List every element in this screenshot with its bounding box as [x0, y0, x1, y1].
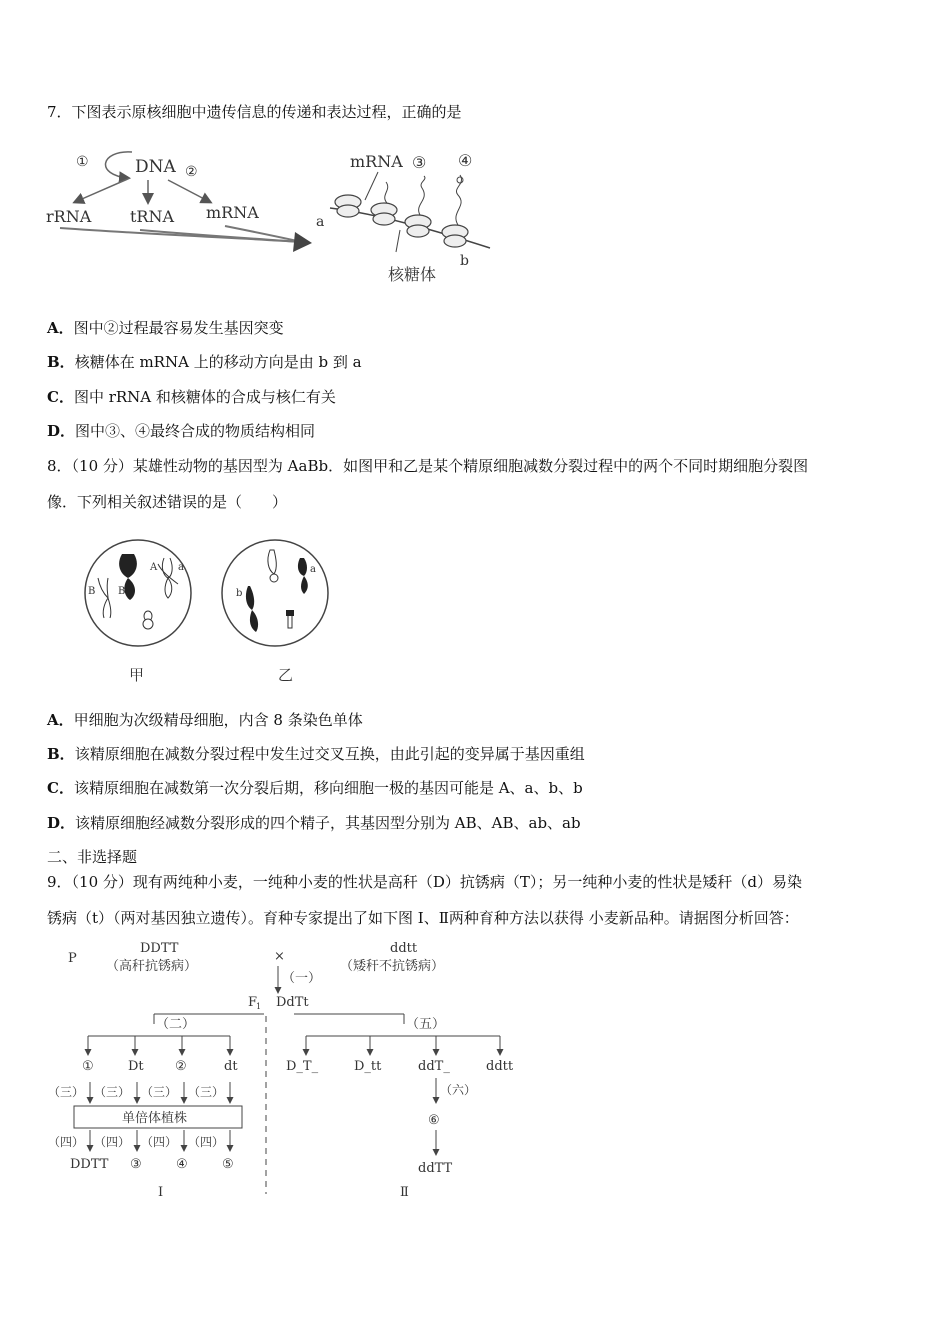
q7-option-a: A．图中②过程最容易发生基因突变: [47, 319, 284, 337]
q8-option-c: C．该精原细胞在减数第一次分裂后期，移向细胞一极的基因可能是 A、a、b、b: [47, 779, 583, 797]
q7-figure: [40, 140, 510, 295]
label-step-3-d: （三）: [188, 1085, 225, 1099]
label-b-lower: b: [236, 588, 243, 599]
label-a: a: [316, 214, 325, 230]
label-circled-2: ②: [185, 164, 198, 180]
label-haploid: 单倍体植株: [122, 1111, 188, 1126]
label-b-upper-1: B: [88, 586, 96, 597]
label-dna: DNA: [135, 157, 176, 177]
q8-option-b: B．该精原细胞在减数分裂过程中发生过交叉互换，由此引起的变异属于基因重组: [47, 745, 585, 763]
label-trna: tRNA: [130, 207, 175, 226]
q8-stem-2: 像．下列相关叙述错误的是（ ）: [47, 493, 288, 511]
label-circled-4b: ④: [176, 1157, 188, 1172]
label-ddtt-target: ddTT: [418, 1161, 453, 1176]
label-mrna-2: mRNA: [350, 152, 403, 171]
label-ddtt-parent: DDTT: [140, 941, 179, 956]
label-step-4-b: （四）: [94, 1135, 131, 1149]
label-cross: ×: [274, 949, 285, 964]
label-yi: 乙: [278, 666, 294, 684]
label-step-5: （五）: [406, 1017, 446, 1032]
label-a-lower-1: a: [178, 562, 184, 573]
label-circled-1b: ①: [82, 1059, 94, 1074]
label-circled-4: ④: [458, 151, 473, 170]
label-circled-3: ③: [412, 153, 427, 172]
label-circled-1: ①: [76, 154, 89, 170]
label-tall-resistant: （高秆抗锈病）: [106, 959, 198, 974]
label-d-t: D_T_: [286, 1059, 319, 1074]
q8-stem-1: 8．（10 分）某雄性动物的基因型为 AaBb．如图甲和乙是某个精原细胞减数分裂过程中的两个不同时期细胞分裂图: [47, 457, 809, 475]
label-circled-5b: ⑤: [222, 1157, 234, 1172]
label-ddtt-lower-parent: ddtt: [390, 941, 418, 956]
label-circled-6: ⑥: [428, 1113, 440, 1128]
label-ddtt-result: DDTT: [70, 1157, 109, 1172]
label-dt-lower: dt: [224, 1059, 238, 1074]
label-ddtt-right: ddtt: [486, 1059, 514, 1074]
label-jia: 甲: [129, 666, 145, 684]
q7-option-c: C．图中 rRNA 和核糖体的合成与核仁有关: [47, 388, 336, 406]
section-heading: 二、非选择题: [47, 848, 138, 866]
label-f-sub: 1: [256, 1002, 262, 1011]
label-step-3-c: （三）: [141, 1085, 178, 1099]
label-mrna: mRNA: [206, 203, 259, 222]
label-step-1: （一）: [282, 971, 322, 986]
q7-option-d: D．图中③、④最终合成的物质结构相同: [47, 422, 316, 440]
label-step-3-a: （三）: [48, 1085, 85, 1099]
label-method-2: Ⅱ: [400, 1185, 409, 1200]
label-ddt: ddT_: [418, 1059, 450, 1074]
q7-stem: 7．下图表示原核细胞中遗传信息的传递和表达过程，正确的是: [47, 103, 462, 121]
label-d-tt: D_tt: [354, 1059, 382, 1074]
q8-figure: [78, 528, 338, 690]
label-method-1: Ⅰ: [158, 1185, 164, 1200]
q7-option-b: B．核糖体在 mRNA 上的移动方向是由 b 到 a: [47, 353, 362, 371]
q8-option-a: A．甲细胞为次级精母细胞，内含 8 条染色单体: [47, 711, 363, 729]
label-step-4-c: （四）: [141, 1135, 178, 1149]
label-dt-upper: Dt: [128, 1059, 144, 1074]
q9-figure: [44, 936, 544, 1206]
label-rrna: rRNA: [46, 207, 92, 226]
label-p: P: [68, 951, 77, 966]
label-step-4-a: （四）: [48, 1135, 85, 1149]
label-circled-3b: ③: [130, 1157, 142, 1172]
label-short-susceptible: （矮秆不抗锈病）: [340, 959, 445, 974]
label-f: F: [248, 995, 258, 1010]
label-step-6: （六）: [440, 1083, 477, 1097]
q9-stem-1: 9．（10 分）现有两纯种小麦，一纯种小麦的性状是高秆（D）抗锈病（T）；另一纯种小麦的性状是矮秆（d）易染: [47, 873, 803, 891]
q8-option-d: D．该精原细胞经减数分裂形成的四个精子，其基因型分别为 AB、AB、ab、ab: [47, 814, 581, 832]
label-a-upper: A: [150, 562, 158, 573]
label-a-lower-2: a: [310, 564, 316, 575]
label-step-3-b: （三）: [94, 1085, 131, 1099]
label-b: b: [460, 253, 469, 269]
label-ribosome: 核糖体: [388, 265, 437, 284]
label-step-2: （二）: [156, 1017, 196, 1032]
label-b-upper-2: B: [118, 586, 126, 597]
q9-stem-2: 锈病（t）（两对基因独立遗传）。育种专家提出了如下图 I、Ⅱ两种育种方法以获得 小麦新品种。请据图分析回答：: [47, 909, 799, 927]
label-circled-2b: ②: [175, 1059, 187, 1074]
label-step-4-d: （四）: [188, 1135, 225, 1149]
label-ddtt-f1: DdTt: [276, 995, 309, 1010]
